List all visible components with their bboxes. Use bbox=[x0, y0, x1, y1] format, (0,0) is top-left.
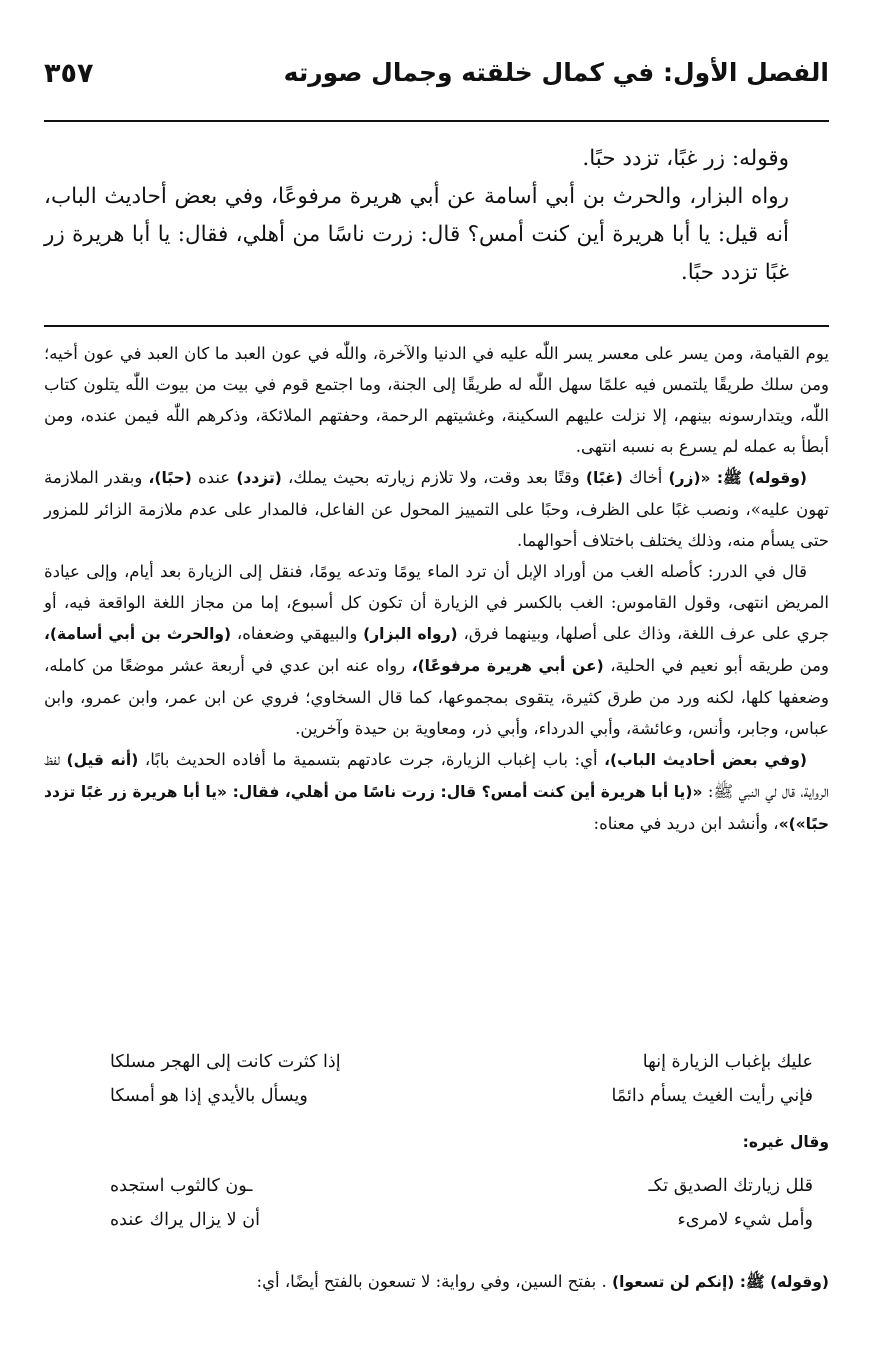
verse-second-hemistich: إذا كثرت كانت إلى الهجر مسلكا bbox=[110, 1052, 341, 1072]
commentary-paragraph-2 bbox=[44, 462, 829, 556]
poem-verse bbox=[110, 1210, 813, 1244]
commentary-paragraph-3 bbox=[44, 556, 829, 744]
bold-quote: «(يا أبا هريرة أين كنت أمس؟ قال: زرت ناسًا من أهلي، فقال: «يا أبا هريرة زر غبًا تزدد حبًا»)» bbox=[44, 783, 829, 833]
verse-first-hemistich: وأمل شيء لامرىء bbox=[677, 1210, 813, 1230]
text-run: عنده bbox=[191, 468, 237, 487]
commentary bbox=[44, 338, 829, 840]
bold-quote: (أنه قيل) bbox=[66, 751, 139, 769]
verse-first-hemistich: قلل زيارتك الصديق تكـ bbox=[648, 1176, 813, 1196]
text-run: رواه عنه ابن عدي في أربعة عشر موضعًا من كامله، وضعفها كلها، لكنه ورد من طرق كثيرة، يتقوى بمجموعها، كما قال السخاوي؛ فروي عن ابن عمر، وابن عمرو، وابن عباس، وجابر، وأنس، وعائشة، وأبي الدرداء، وأبي ذر، ومعاوية بن حيدة وآخرين. bbox=[44, 656, 829, 738]
header-rule bbox=[44, 120, 829, 122]
matn-paragraph-2: رواه البزار، والحرث بن أبي أسامة عن أبي هريرة مرفوعًا، وفي بعض أحاديث الباب، أنه قيل: يا أبا هريرة أين كنت أمس؟ قال: زرت ناسًا من أهلي، فقال: يا أبا هريرة زر غبًا تزدد حبًا. bbox=[44, 184, 789, 285]
commentary-divider bbox=[44, 325, 829, 327]
bold-quote: (عن أبي هريرة مرفوعًا)، bbox=[411, 657, 604, 675]
matn-line-1: وقوله: زر غبًا، تزدد حبًا. bbox=[582, 146, 789, 171]
verse-second-hemistich: ـون كالثوب استجده bbox=[110, 1176, 253, 1196]
poem-verse bbox=[110, 1052, 813, 1086]
bold-quote: (وقوله) ﷺ: «(زر) bbox=[668, 469, 807, 487]
page-header bbox=[44, 58, 829, 114]
bold-quote: (تزدد) bbox=[236, 469, 282, 487]
verse-second-hemistich: ويسأل بالأيدي إذا هو أمسكا bbox=[110, 1086, 308, 1106]
running-title: الفصل الأول: في كمال خلقته وجمال صورته bbox=[283, 58, 829, 87]
said-other-label: وقال غيره: bbox=[742, 1133, 829, 1151]
bold-quote: (وقوله) ﷺ: (إنكم لن تسعوا) bbox=[611, 1273, 829, 1291]
text-run: والبيهقي وضعفاه، bbox=[231, 624, 364, 643]
text-run: أخاك bbox=[622, 468, 669, 487]
poem-ibn-durayd bbox=[110, 1052, 813, 1120]
page-number: ٣٥٧ bbox=[44, 58, 94, 89]
poem-verse bbox=[110, 1176, 813, 1210]
text-run: وقتًا بعد وقت، ولا تلازم زيارته بحيث يملك، bbox=[281, 468, 586, 487]
verse-first-hemistich: عليك بإغباب الزيارة إنها bbox=[642, 1052, 813, 1072]
main-text bbox=[44, 140, 829, 292]
text-run: ، وأنشد ابن دريد في معناه: bbox=[593, 814, 779, 833]
text-run: أي: باب إغباب الزيارة، جرت عادتهم بتسمية ما أفاده الحديث بابًا، bbox=[138, 750, 605, 769]
bold-quote: (والحرث بن أبي أسامة)، bbox=[44, 625, 232, 643]
bold-quote: (وفي بعض أحاديث الباب)، bbox=[604, 751, 807, 769]
bold-quote: (حبًا)، bbox=[148, 469, 192, 487]
poem-verse bbox=[110, 1086, 813, 1120]
text-run: . بفتح السين، وفي رواية: لا تسعون بالفتح أيضًا، أي: bbox=[256, 1272, 612, 1291]
text-run: لفظ الرواية، قال لي النبي ﷺ: bbox=[44, 750, 829, 801]
commentary-paragraph-4 bbox=[44, 744, 829, 840]
verse-first-hemistich: فإني رأيت الغيث يسأم دائمًا bbox=[611, 1086, 813, 1106]
poem-other bbox=[110, 1176, 813, 1244]
text-run: وبقدر الملازمة تهون عليه»، ونصب غبًا على الظرف، وحبًا على التمييز المحول عن الفاعل، فالمدار على عدم ملازمة الزائر للمزور حتى يسأم منه، وذلك يختلف باختلاف أحوالهما. bbox=[44, 468, 829, 550]
text-run: ومن طريقه أبو نعيم في الحلية، bbox=[603, 656, 829, 675]
commentary-paragraph-1: يوم القيامة، ومن يسر على معسر يسر اللّٰه عليه في الدنيا والآخرة، واللّٰه في عون العبد ما كان العبد في عون أخيه؛ ومن سلك طريقًا يلتمس فيه علمًا سهل اللّٰه له طريقًا إلى الجنة، وما اجتمع قوم في بيت من بيوت اللّٰه يتلون كتاب اللّٰه، ويتدارسونه بينهم، إلا نزلت عليهم السكينة، وغشيتهم الرحمة، وحفتهم الملائكة، وذكرهم اللّٰه فيمن عنده، ومن أبطأ به عمله لم يسرع به نسبه انتهى. bbox=[44, 344, 829, 456]
text-run: قال في الدرر: كأصله الغب من أوراد الإبل أن ترد الماء يومًا وتدعه يومًا، فنقل إلى الزيارة بعد أيام، وإلى عيادة المريض انتهى، وقول القاموس: الغب بالكسر في الزيارة أن تكون كل أسبوع، إما من مجاز اللغة الواقعة فيه، أو جري على عرف اللغة، وذاك على أصلها، وبينهما فرق، bbox=[44, 562, 829, 643]
verse-second-hemistich: أن لا يزال يراك عنده bbox=[110, 1210, 260, 1230]
bold-quote: (رواه البزار) bbox=[363, 625, 458, 643]
bold-quote: (غبًا) bbox=[585, 469, 623, 487]
closing-line bbox=[44, 1266, 829, 1298]
